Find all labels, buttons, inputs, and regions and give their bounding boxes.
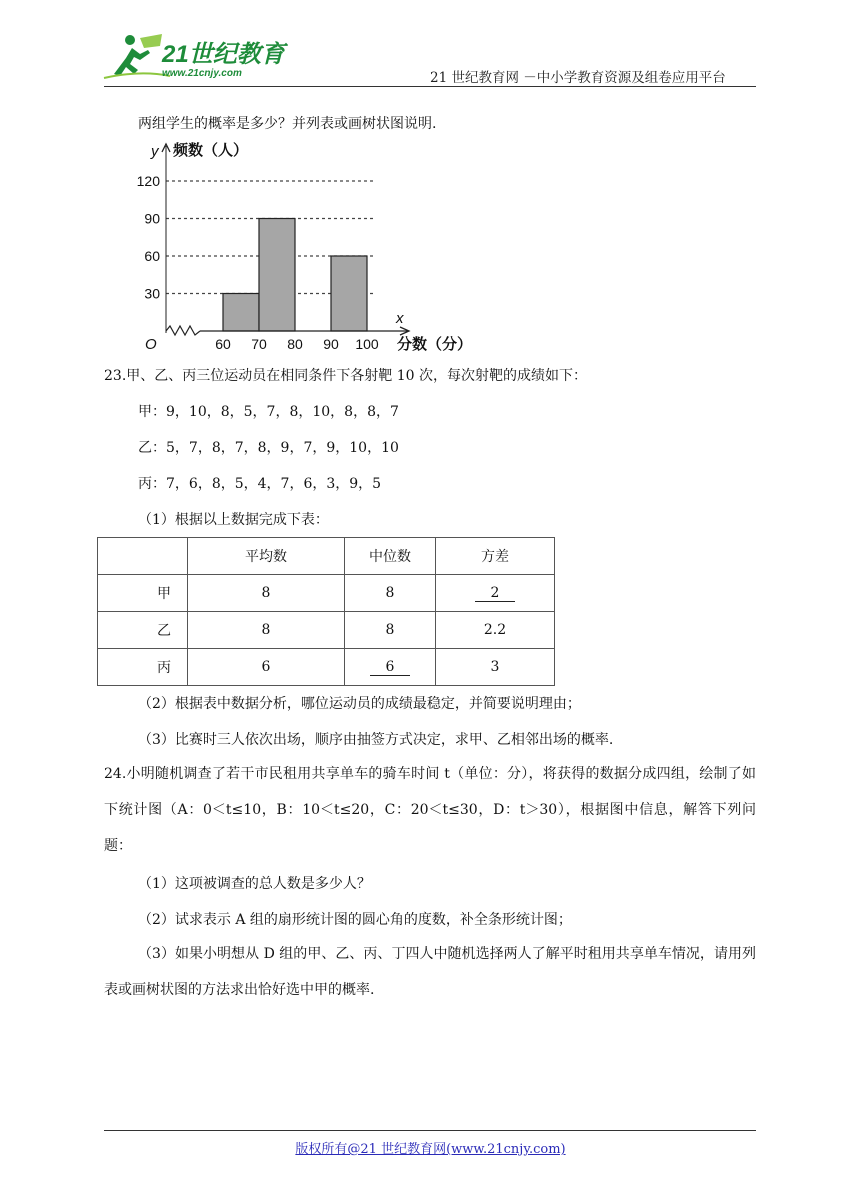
logo-text: 21世纪教育 <box>162 41 285 68</box>
q24-stem: 24.小明随机调查了若干市民租用共享单车的骑车时间 t（单位：分），将获得的数据分成四组，绘制了如下统计图（A：0＜t≤10，B：10＜t≤20，C：20＜t≤30，D：t＞30），根据图中信息，解答下列问题： <box>104 766 756 854</box>
header-site-title: 21 世纪教育网 －中小学教育资源及组卷应用平台 <box>430 70 726 86</box>
y-tick-label: 60 <box>144 248 160 264</box>
answer-blank: 2 <box>475 585 515 602</box>
table-header-cell: 平均数 <box>188 538 345 575</box>
answer-blank: 6 <box>370 659 410 676</box>
x-tick-label: 70 <box>251 336 267 352</box>
axis-break-zigzag <box>166 326 200 335</box>
table-cell: 8 <box>345 575 436 612</box>
table-cell: 8 <box>345 612 436 649</box>
x-axis-symbol: x <box>396 310 404 327</box>
histogram-bar <box>223 294 259 332</box>
q24-part3: （3）如果小明想从 D 组的甲、乙、丙、丁四人中随机选择两人了解平时租用共享单车情况，请用列表或画树状图的方法求出恰好选中甲的概率. <box>104 946 756 998</box>
y-tick-label: 30 <box>144 285 160 302</box>
y-tick-label: 120 <box>136 173 160 189</box>
x-tick-label: 60 <box>215 336 231 352</box>
table-row <box>98 612 555 649</box>
q23-stem: 23.甲、乙、丙三位运动员在相同条件下各射靶 10 次，每次射靶的成绩如下： <box>104 368 587 384</box>
table-cell: 2.2 <box>436 612 555 649</box>
table-row <box>98 575 555 612</box>
origin-label: O <box>145 336 157 353</box>
header-divider <box>104 86 756 87</box>
q24-part1: （1）这项被调查的总人数是多少人？ <box>138 876 371 892</box>
q23-yi-scores: 乙：5，7，8，7，8，9，7，9，10，10 <box>138 440 399 456</box>
histogram-bar <box>331 256 367 331</box>
x-tick-label: 100 <box>355 336 379 352</box>
table-cell-name: 丙 <box>98 649 188 686</box>
table-cell: 8 <box>188 612 345 649</box>
stats-table <box>97 537 555 686</box>
q23-part3: （3）比赛时三人依次出场，顺序由抽签方式决定，求甲、乙相邻出场的概率. <box>138 732 614 748</box>
table-cell: 8 <box>188 575 345 612</box>
table-header-cell: 方差 <box>436 538 555 575</box>
table-cell <box>436 575 555 612</box>
q23-part2: （2）根据表中数据分析，哪位运动员的成绩最稳定，并简要说明理由； <box>138 696 581 712</box>
table-cell-name: 乙 <box>98 612 188 649</box>
table-header-row <box>98 538 555 575</box>
table-header-cell: 中位数 <box>345 538 436 575</box>
table-cell: 3 <box>436 649 555 686</box>
q22-tail-text: 两组学生的概率是多少？并列表或画树状图说明. <box>138 116 437 132</box>
table-cell <box>345 649 436 686</box>
x-axis-label: 分数（分） <box>397 335 473 353</box>
q23-part1: （1）根据以上数据完成下表： <box>138 512 329 528</box>
table-header-cell <box>98 538 188 575</box>
y-tick-label: 90 <box>144 210 160 227</box>
y-axis-symbol: y <box>151 143 159 160</box>
table-row <box>98 649 555 686</box>
histogram-chart <box>135 136 480 358</box>
footer-divider <box>104 1130 756 1131</box>
footer-copyright-link[interactable]: 版权所有@21 世纪教育网(www.21cnjy.com) <box>295 1142 566 1157</box>
table-cell: 6 <box>188 649 345 686</box>
q23-jia-scores: 甲：9，10，8，5，7，8，10，8，8，7 <box>138 404 399 420</box>
runner-logo-icon <box>104 34 170 78</box>
q24-part2: （2）试求表示 A 组的扇形统计图的圆心角的度数，补全条形统计图； <box>138 912 572 928</box>
q23-bing-scores: 丙：7，6，8，5，4，7，6，3，9，5 <box>138 476 382 492</box>
x-tick-label: 80 <box>287 336 303 352</box>
x-tick-label: 90 <box>323 336 339 352</box>
site-logo <box>100 30 290 85</box>
table-cell-name: 甲 <box>98 575 188 612</box>
y-axis-label: 频数（人） <box>173 141 249 159</box>
histogram-svg <box>135 136 480 358</box>
histogram-bar <box>259 219 295 332</box>
logo-url: www.21cnjy.com <box>162 68 242 79</box>
